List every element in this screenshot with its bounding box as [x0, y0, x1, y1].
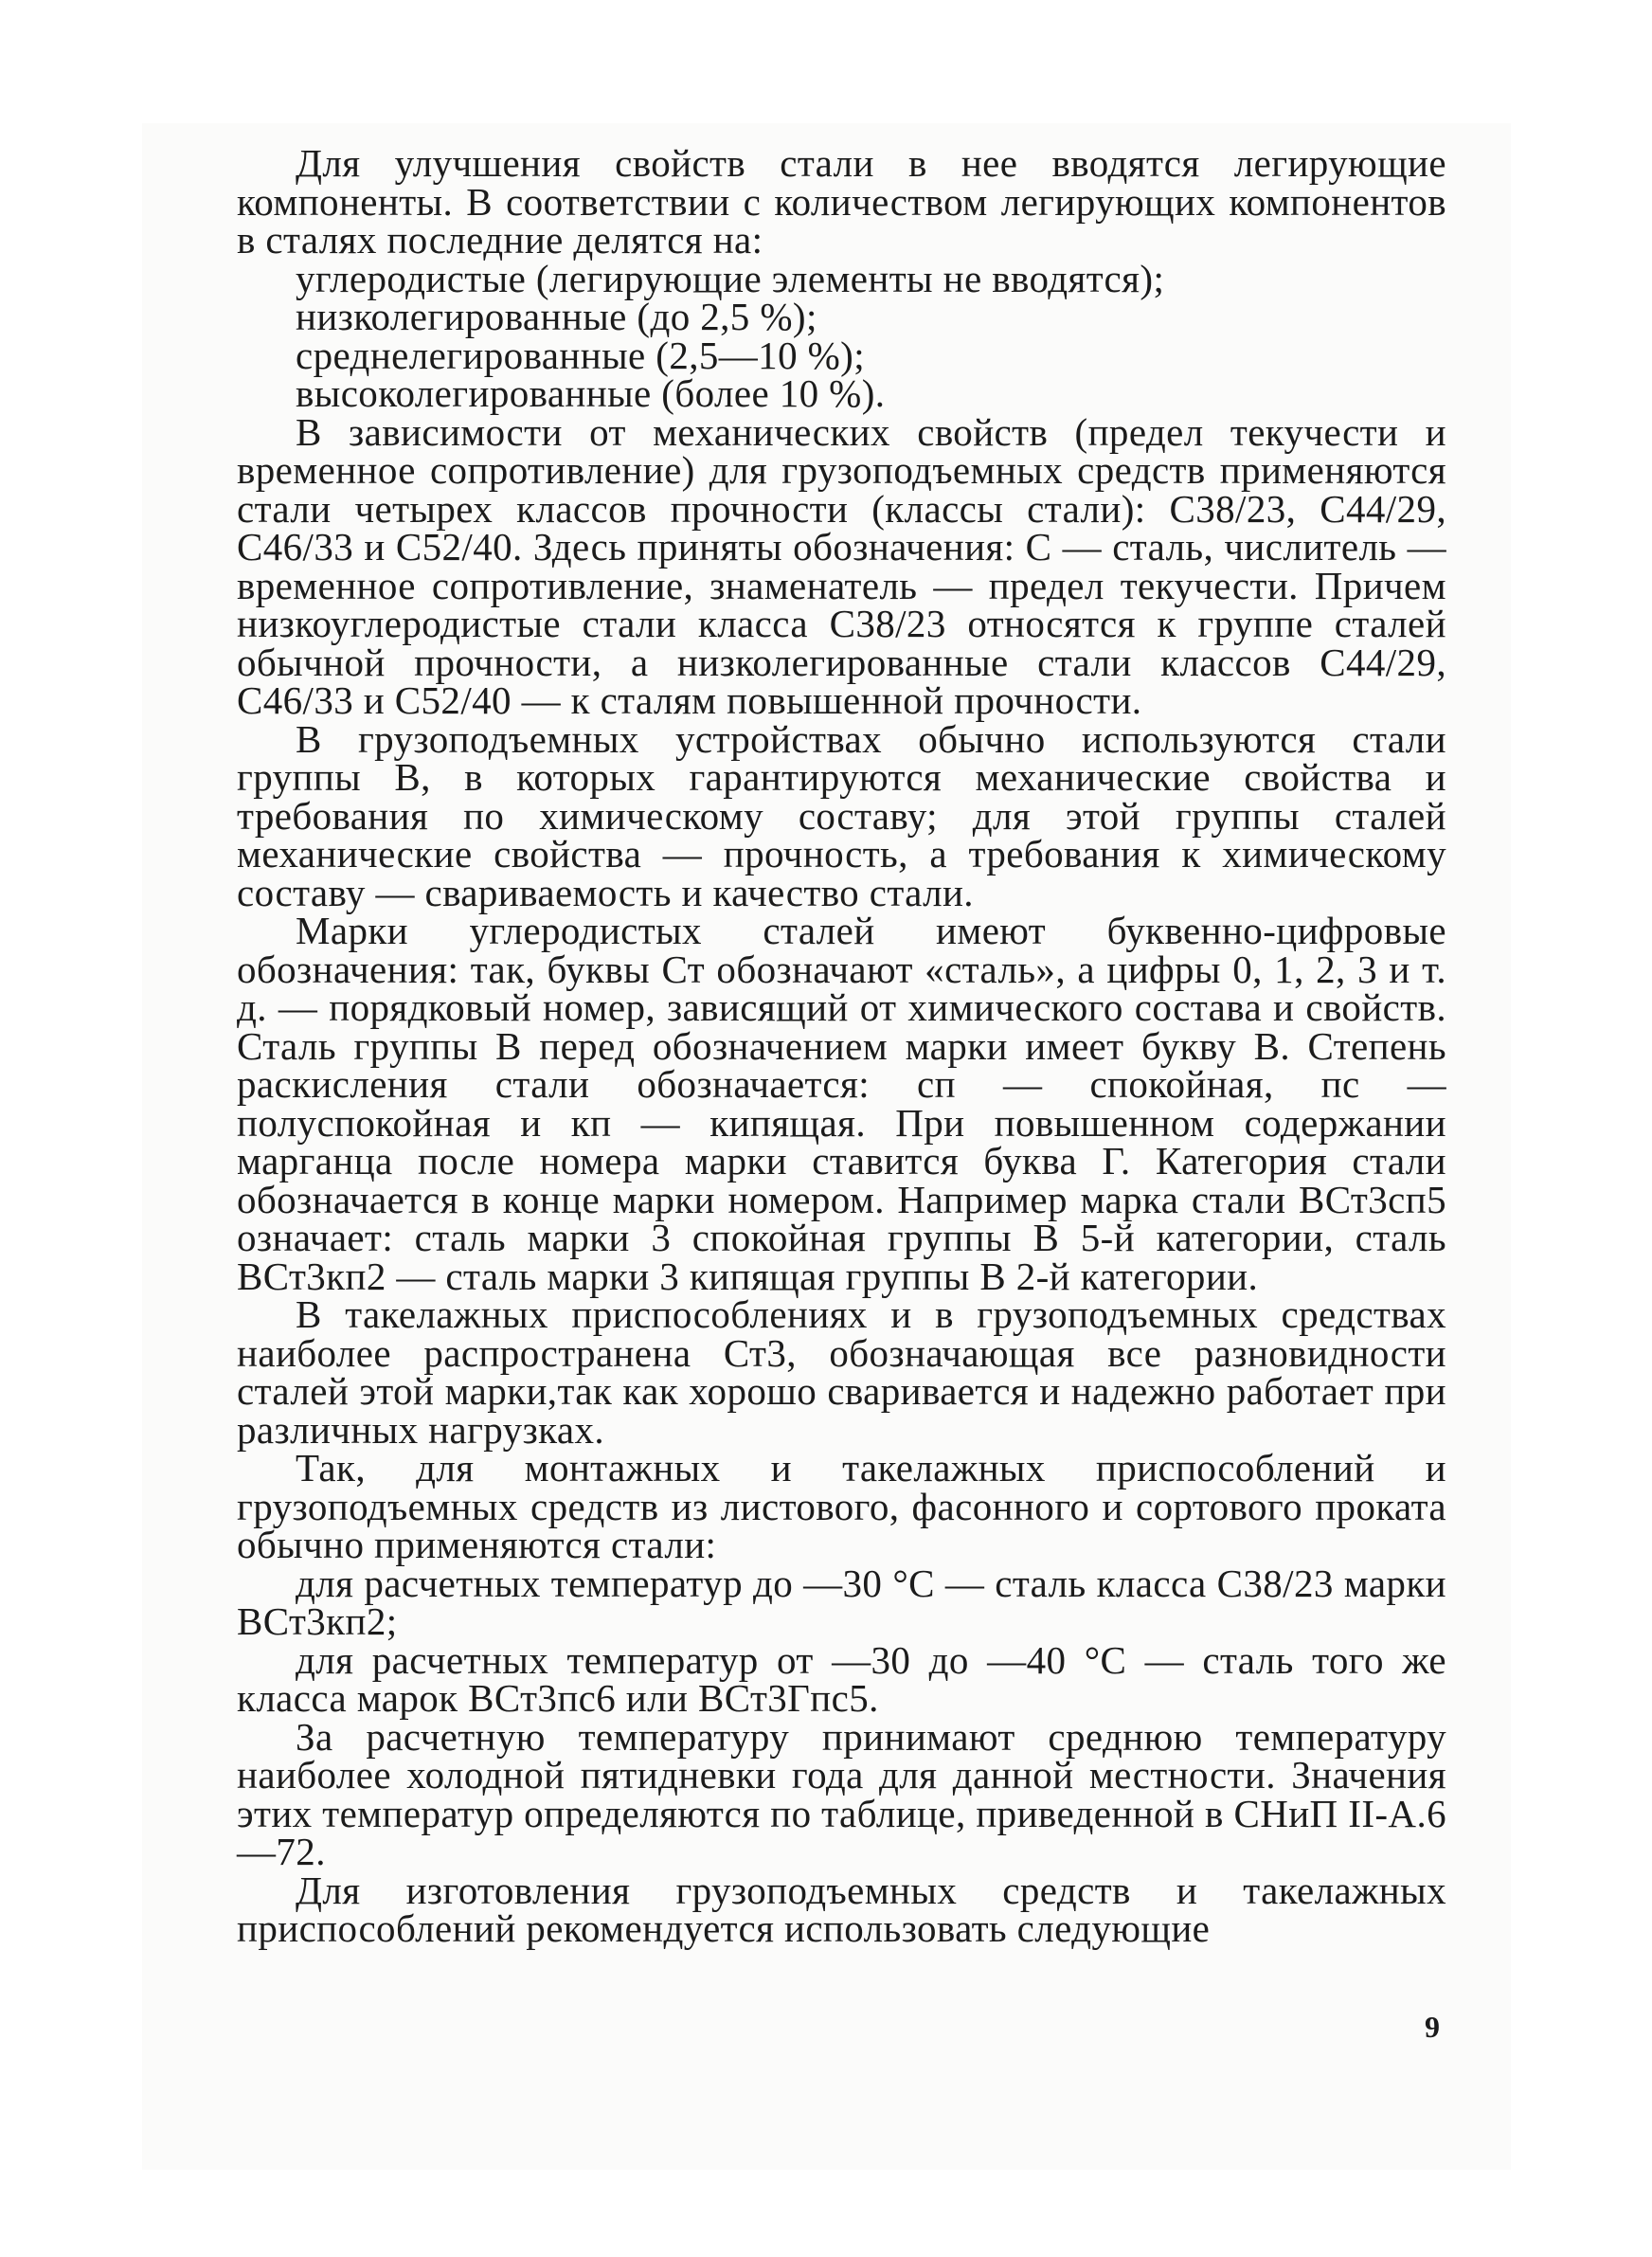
paragraph-alloying: Для улучшения свойств стали в нее вводятся легирующие компоненты. В соответствии с количеством легирующих компонентов в сталях последние делятся на:	[237, 141, 1446, 262]
list-item-carbon: углеродистые (легирующие элементы не вводятся);	[296, 256, 1165, 300]
list-item-high-alloy: высоколегированные (более 10 %).	[296, 371, 886, 415]
list-item-low-alloy: низколегированные (до 2,5 %);	[296, 295, 817, 338]
list-item-medium-alloy: среднелегированные (2,5—10 %);	[296, 333, 866, 377]
document-body	[237, 141, 1446, 1950]
paragraph-rolled-products: Так, для монтажных и такелажных приспособлений и грузоподъемных средств из листового, фасонного и сортового проката обычно применяются стали:	[237, 1446, 1446, 1566]
paragraph-strength-classes: В зависимости от механических свойств (предел текучести и временное сопротивление) для грузоподъемных средств применяются стали четырех классов прочности (классы стали): С38/23, С44/29, С46/33 и С52/40. Здесь приняты обозначения: С — сталь, числитель — временное сопротивление, знаменатель — предел текучести. Причем низкоуглеродистые стали класса С38/23 относятся к группе сталей обычной прочности, а низколегированные стали классов С44/29, С46/33 и С52/40 — к сталям повышенной прочности.	[237, 409, 1446, 722]
page-number: 9	[1425, 2010, 1440, 2044]
list-item-temp-30: для расчетных температур до —30 °С — сталь класса С38/23 марки ВСт3кп2;	[237, 1561, 1446, 1643]
paragraph-st3: В такелажных приспособлениях и в грузоподъемных средствах наиболее распространена Ст3, обозначающая все разновидности сталей этой марки,так как хорошо сваривается и надежно работает при различных нагрузках.	[237, 1292, 1446, 1452]
list-item-temp-40: для расчетных температур от —30 до —40 °С — сталь того же класса марок ВСт3пс6 или ВСт3Гпс5.	[237, 1637, 1446, 1720]
paragraph-recommendation: Для изготовления грузоподъемных средств и такелажных приспособлений рекомендуется использовать следующие	[237, 1868, 1446, 1950]
paragraph-steel-grades: Марки углеродистых сталей имеют буквенно-цифровые обозначения: так, буквы Ст обозначают «сталь», а цифры 0, 1, 2, 3 и т. д. — порядковый номер, зависящий от химического состава и свойств. Сталь группы В перед обозначением марки имеет букву В. Степень раскисления стали обозначается: сп — спокойная, пс — полуспокойная и кп — кипящая. При повышенном содержании марганца после номера марки ставится буква Г. Категория стали обозначается в конце марки номером. Например марка стали ВСт3сп5 означает: сталь марки 3 спокойная группы В 5-й категории, сталь ВСт3кп2 — сталь марки 3 кипящая группы В 2-й категории.	[237, 909, 1446, 1298]
paragraph-design-temperature: За расчетную температуру принимают среднюю температуру наиболее холодной пятидневки года для данной местности. Значения этих температур определяются по таблице, приведенной в СНиП II-А.6—72.	[237, 1714, 1446, 1873]
paragraph-group-b: В грузоподъемных устройствах обычно используются стали группы В, в которых гарантируются механические свойства и требования по химическому составу; для этой группы сталей механические свойства — прочность, а требования к химическому составу — свариваемость и качество стали.	[237, 716, 1446, 914]
